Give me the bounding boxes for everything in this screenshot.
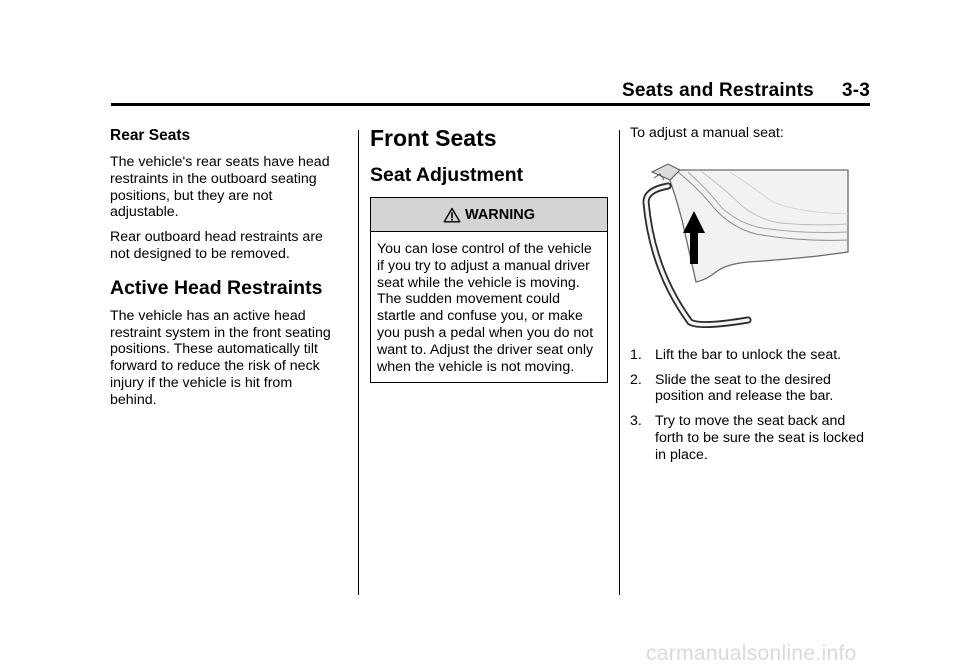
middle-column xyxy=(370,125,610,383)
active-head-restraints-heading: Active Head Restraints xyxy=(110,276,323,299)
seat-adjustment-heading: Seat Adjustment xyxy=(370,164,524,186)
front-seats-heading: Front Seats xyxy=(370,125,497,151)
seat-adjustment-bar-illustration xyxy=(630,160,850,330)
warning-triangle-icon xyxy=(443,207,461,223)
active-head-restraints-paragraph: The vehicle has an active head restraint system in the front seating positions. These automatically tilt forward to reduce the risk of neck injury if the vehicle is hit from behind. xyxy=(110,307,331,408)
warning-box xyxy=(370,197,608,383)
right-column xyxy=(630,125,870,472)
adjustment-steps xyxy=(630,347,870,464)
column-divider-right xyxy=(619,130,620,595)
header-rule xyxy=(111,103,870,106)
page-number: 3-3 xyxy=(841,80,870,101)
left-column xyxy=(110,125,342,417)
warning-text: You can lose control of the vehicle if you try to adjust a manual driver seat while the vehicle is moving. The sudden movement could startle and confuse you, or make you push a pedal when you do not want to. Adjust the driver seat only when the vehicle is not moving. xyxy=(377,241,594,375)
watermark: carmanualsonline.info xyxy=(646,642,857,665)
page-header xyxy=(622,80,870,102)
rear-seats-heading: Rear Seats xyxy=(110,127,191,144)
rear-seats-paragraph-1: The vehicle's rear seats have head restraints in the outboard seating positions, but they are not adjustable. xyxy=(110,154,330,221)
manual-seat-intro: To adjust a manual seat: xyxy=(630,125,784,141)
column-divider-left xyxy=(358,130,359,595)
warning-body xyxy=(371,232,607,382)
step-item: 2. Slide the seat to the desired position and release the bar. xyxy=(630,371,834,405)
warning-header xyxy=(371,198,607,232)
section-title: Seats and Restraints xyxy=(621,80,814,101)
rear-seats-paragraph-2: Rear outboard head restraints are not designed to be removed. xyxy=(110,229,323,262)
warning-label: WARNING xyxy=(464,206,536,223)
step-item: 3. Try to move the seat back and forth to be sure the seat is locked in place. xyxy=(630,413,864,463)
step-item: 1. Lift the bar to unlock the seat. xyxy=(630,346,842,363)
